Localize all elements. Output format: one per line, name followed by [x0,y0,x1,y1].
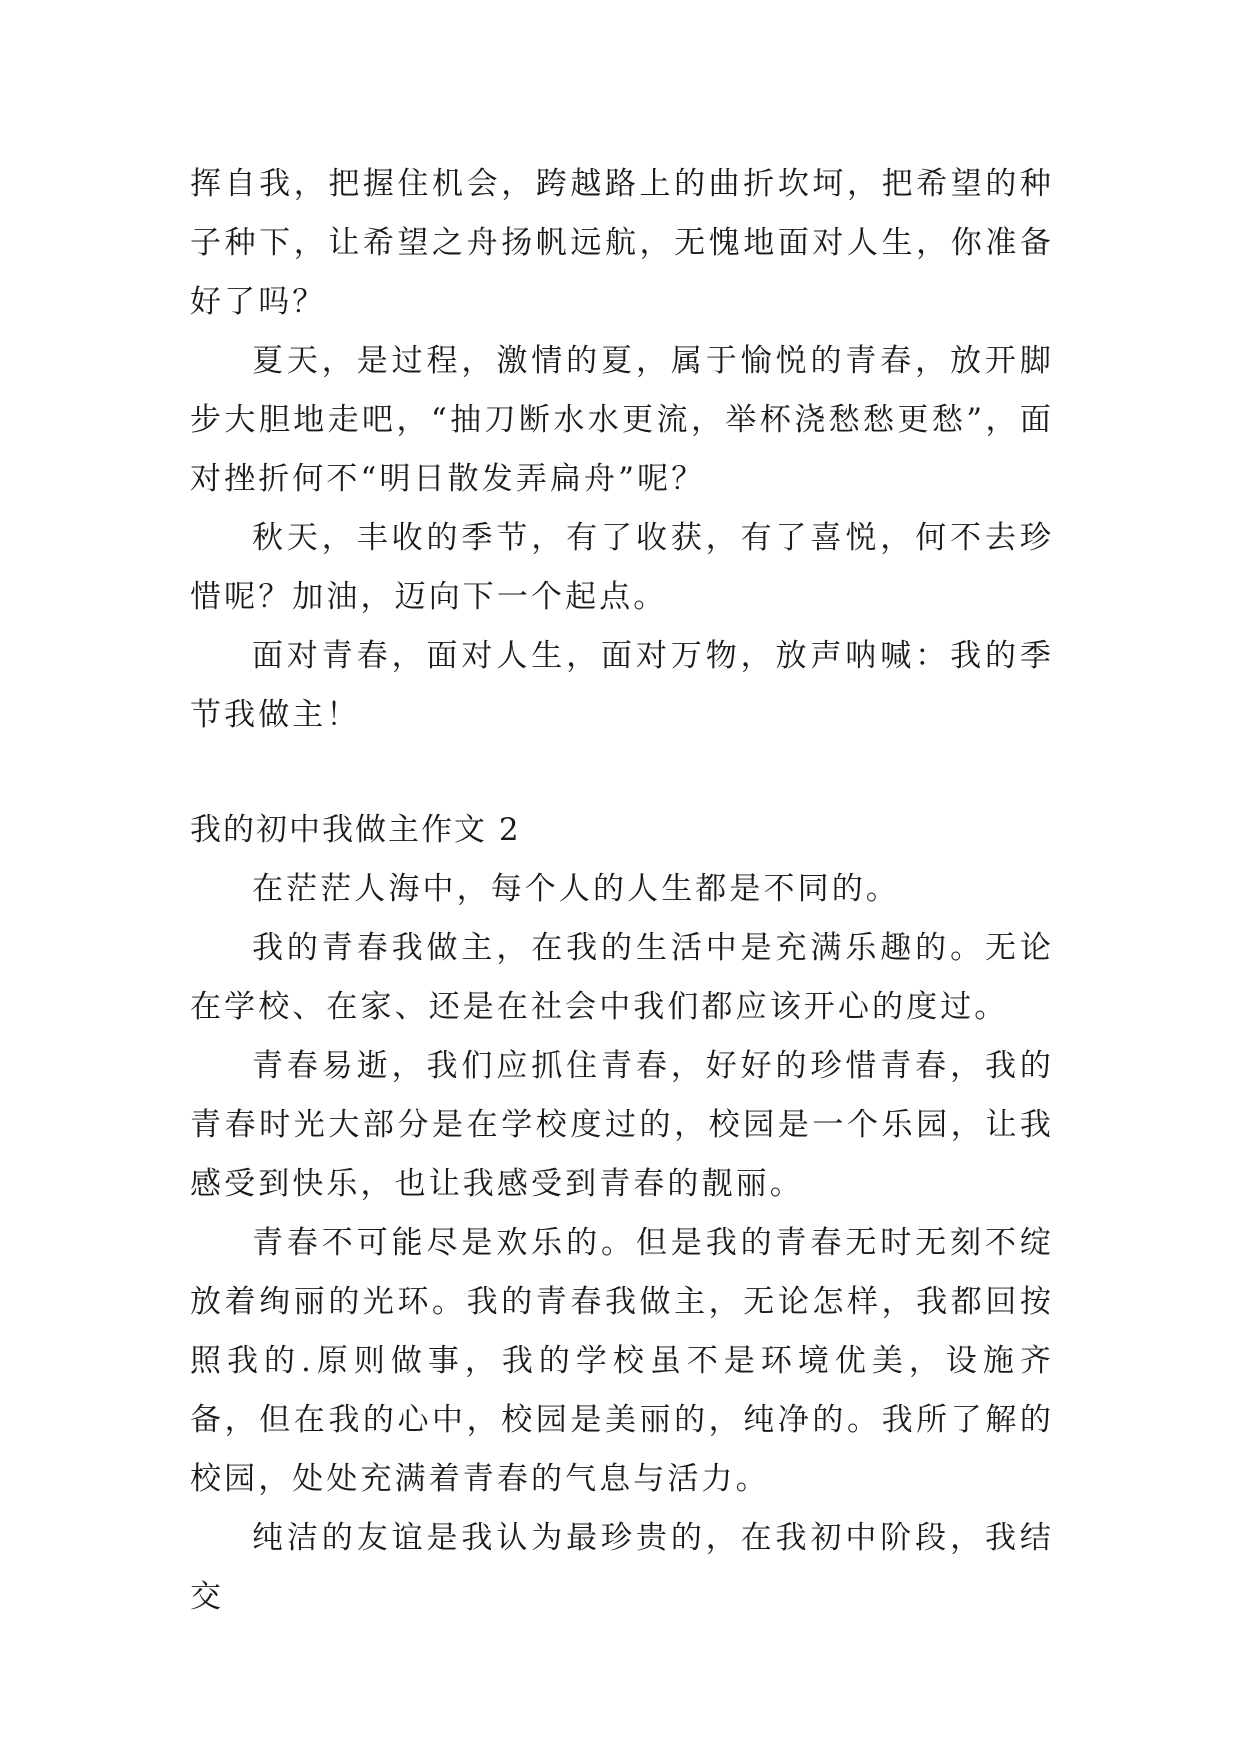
paragraph: 青春易逝，我们应抓住青春，好好的珍惜青春，我的青春时光大部分是在学校度过的，校园是一个乐园，让我感受到快乐，也让我感受到青春的靓丽。 [190,1048,1054,1202]
document-body [190,155,1054,1627]
paragraph: 我的青春我做主，在我的生活中是充满乐趣的。无论在学校、在家、还是在社会中我们都应该开心的度过。 [190,930,1054,1025]
essay-heading: 我的初中我做主作文 2 [190,812,521,848]
paragraph: 挥自我，把握住机会，跨越路上的曲折坎坷，把希望的种子种下，让希望之舟扬帆远航，无愧地面对人生，你准备好了吗？ [190,166,1054,320]
paragraph: 纯洁的友谊是我认为最珍贵的，在我初中阶段，我结交 [190,1520,1054,1615]
paragraph: 青春不可能尽是欢乐的。但是我的青春无时无刻不绽放着绚丽的光环。我的青春我做主，无论怎样，我都回按照我的.原则做事，我的学校虽不是环境优美，设施齐备，但在我的心中，校园是美丽的，纯净的。我所了解的校园，处处充满着青春的气息与活力。 [190,1225,1054,1497]
paragraph: 在茫茫人海中，每个人的人生都是不同的。 [252,871,900,907]
paragraph: 夏天，是过程，激情的夏，属于愉悦的青春，放开脚步大胆地走吧，“抽刀断水水更流，举杯浇愁愁更愁”，面对挫折何不“明日散发弄扁舟”呢？ [190,343,1054,497]
paragraph: 面对青春，面对人生，面对万物，放声呐喊：我的季节我做主！ [190,638,1054,733]
paragraph: 秋天，丰收的季节，有了收获，有了喜悦，何不去珍惜呢？加油，迈向下一个起点。 [190,520,1054,615]
